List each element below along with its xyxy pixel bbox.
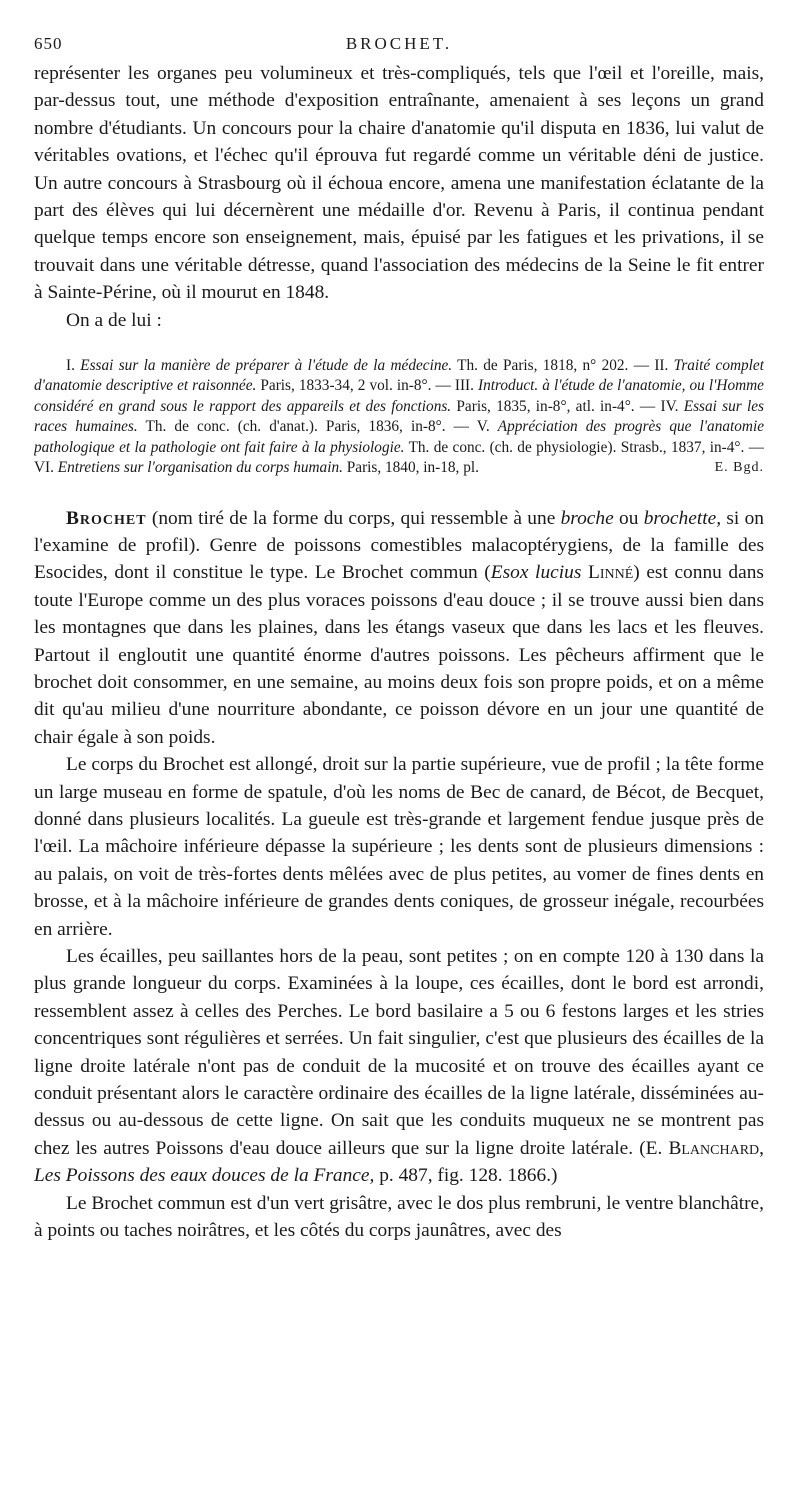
biblio-title: Traité complet d'anatomie descriptive et raisonnée. bbox=[34, 357, 764, 395]
biblio-details: Paris, 1835, in-8°, atl. in-4°. — IV. bbox=[456, 397, 679, 415]
text-run: ) est connu dans toute l'Europe comme un des plus voraces poissons d'eau douce ; il se trouve aussi bien dans les montagnes que dans les plaines, dans les étangs vaseux que dans les lacs et les fleuves. Partout il engloutit une quantité énorme d'autres poissons. Les pêcheurs affirment que le brochet doit consommer, en une semaine, au moins deux fois son propre poids, et on a même dit qu'au milieu d'une nourriture abondante, ce poisson dévore en un jour une quantité de chair égale à son poids. bbox=[34, 562, 764, 748]
text-run: ou bbox=[619, 507, 639, 529]
bibliography-text bbox=[34, 356, 764, 478]
entry-paragraph-3 bbox=[34, 943, 764, 1190]
page-number: 650 bbox=[34, 34, 63, 53]
author-name: Blanchard, bbox=[668, 1137, 764, 1159]
latin-name: Esox lucius bbox=[490, 562, 582, 584]
entry-paragraph-1 bbox=[34, 505, 764, 752]
biblio-title: Entretiens sur l'organisation du corps humain. bbox=[57, 459, 343, 477]
biblio-title: Introduct. à l'étude de l'anatomie, ou l'Homme considéré en grand sous le rapport des appareils et des fonctions. bbox=[34, 377, 764, 415]
book-title: Les Poissons des eaux douces de la France, bbox=[34, 1165, 375, 1187]
text-run: si on l'examine de profil). Genre de poissons comestibles malacoptérygiens, de la famille des Esocides, dont il constitue le type. Le Brochet commun ( bbox=[34, 507, 764, 584]
text-run: brochette, bbox=[643, 507, 722, 529]
biblio-details: Th. de conc. (ch. d'anat.). Paris, 1836, in-8°. — V. bbox=[145, 418, 490, 436]
biblio-details: Th. de conc. (ch. de physiologie). Strasb., 1837, in-4°. — VI. bbox=[34, 438, 764, 477]
entry-paragraph-4: Le Brochet commun est d'un vert grisâtre, avec le dos plus rembruni, le ventre blanchâtre, à points ou taches noirâtres, et les côtés du corps jaunâtres, avec des bbox=[34, 1192, 764, 1242]
author-signature: E. Bgd. bbox=[714, 460, 764, 476]
biblio-title: Essai sur les races humaines. bbox=[34, 397, 764, 436]
biblio-num: I. bbox=[66, 357, 75, 375]
on-a-de-lui: On a de lui : bbox=[66, 309, 162, 331]
text-run: p. 487, fig. 128. 1866.) bbox=[379, 1165, 558, 1187]
page-header bbox=[34, 28, 764, 60]
author-name: Linné bbox=[587, 562, 634, 584]
biblio-details: Paris, 1840, in-18, pl. bbox=[346, 459, 479, 477]
bibliography bbox=[34, 348, 764, 478]
entry-paragraph-2: Le corps du Brochet est allongé, droit sur la partie supérieure, vue de profil ; la tête forme un large museau en forme de spatule, d'où les noms de Bec de canard, de Bécot, de Becquet, donné dans plusieurs localités. La gueule est très-grande et largement fendue jusque près de l'œil. La mâchoire inférieure dépasse la supérieure ; les dents sont de plusieurs dimensions : au palais, on voit de très-fortes dents mêlées avec de plus petites, au vomer de fines dents en brosse, et à la mâchoire inférieure de grandes dents coniques, de grosseur inégale, recourbées en arrière. bbox=[34, 754, 764, 940]
entry-headword: Brochet bbox=[66, 507, 147, 529]
biblio-title: Essai sur la manière de préparer à l'étude de la médecine. bbox=[80, 357, 453, 375]
text-run: (nom tiré de la forme du corps, qui ressemble à une bbox=[151, 507, 556, 529]
biblio-details: Th. de Paris, 1818, n° 202. — II. bbox=[457, 357, 669, 375]
text-run: Les écailles, peu saillantes hors de la peau, sont petites ; on en compte 120 à 130 dans la plus grande longueur du corps. Examinées à la loupe, ces écailles, dont le bord est arrondi, ressemblent assez à celles des Perches. Le bord basilaire a 5 ou 6 festons larges et les stries concentriques sont régulières et serrées. Un fait singulier, c'est que plusieurs des écailles de la ligne droite latérale n'ont pas de conduit de la mucosité et on trouve des écailles ayant ce conduit présentant alors le caractère ordinaire des écailles de la ligne latérale, disséminées au-dessus ou au-dessous de cette ligne. On sait que les conduits muqueux ne se montrent pas chez les autres Poissons d'eau douce ailleurs que sur la ligne droite latérale. (E. bbox=[34, 946, 764, 1159]
biblio-title: Appréciation des progrès que l'anatomie pathologique et la pathologie ont fait faire à la physiologie. bbox=[34, 418, 764, 456]
biblio-details: Paris, 1833-34, 2 vol. in-8°. — III. bbox=[260, 377, 474, 395]
continued-paragraph: représenter les organes peu volumineux et très-compliqués, tels que l'œil et l'oreille, mais, par-dessus tout, une méthode d'exposition entraînante, amenaient à ses leçons un grand nombre d'étudiants. Un concours pour la chaire d'anatomie qu'il disputa en 1836, lui valut de véritables ovations, et l'échec qu'il éprouva fut regardé comme un véritable déni de justice. Un autre concours à Strasbourg où il échoua encore, amena une manifestation éclatante de la part des élèves qui lui décernèrent une médaille d'or. Revenu à Paris, il continua pendant quelque temps encore son enseignement, mais, épuisé par les fatigues et les privations, il se trouvait dans une véritable détresse, quand l'association des médecins de la Seine le fit entrer à Sainte-Périne, où il mourut en 1848. bbox=[34, 63, 764, 304]
running-head: BROCHET. bbox=[345, 34, 453, 53]
text-run: broche bbox=[560, 507, 614, 529]
